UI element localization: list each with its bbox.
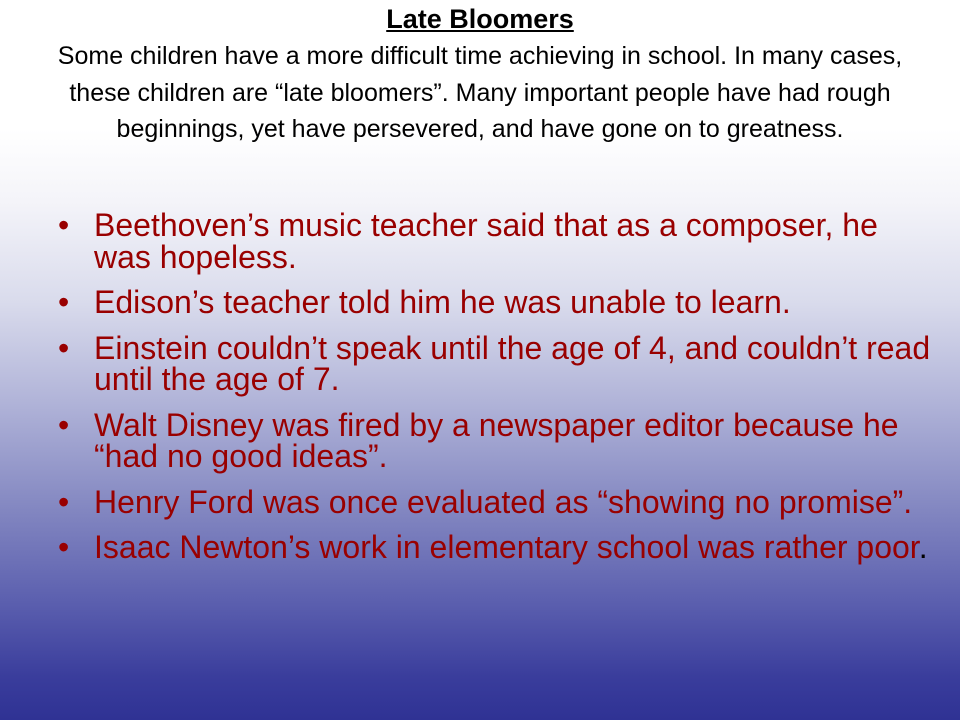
bullet-item-beethoven — [58, 207, 938, 275]
slide-title: Late Bloomers — [386, 4, 574, 34]
bullet-item-edison — [58, 284, 938, 320]
bullet-list — [58, 207, 938, 578]
bullet-text: Einstein couldn’t speak until the age of 4, and couldn’t read until the age of 7. — [94, 329, 931, 397]
bullet-dot-icon: • — [58, 529, 70, 565]
bullet-text: Beethoven’s music teacher said that as a composer, he was hopeless. — [94, 207, 878, 275]
bullet-text: Isaac Newton’s work in elementary school was rather poor — [94, 529, 919, 565]
bullet-item-disney — [58, 406, 938, 474]
slide-header — [30, 0, 930, 148]
bullet-dot-icon: • — [58, 207, 70, 243]
bullet-item-einstein — [58, 329, 938, 397]
bullet-item-newton — [58, 529, 938, 565]
bullet-dot-icon: • — [58, 284, 70, 320]
bullet-dot-icon: • — [58, 329, 70, 366]
bullet-text: Walt Disney was fired by a newspaper editor because he “had no good ideas”. — [94, 406, 899, 474]
bullet-dot-icon: • — [58, 483, 70, 520]
bullet-dot-icon: • — [58, 406, 70, 443]
trailing-period: . — [918, 529, 928, 565]
bullet-text: Edison’s teacher told him he was unable to learn. — [94, 284, 791, 320]
intro-paragraph: Some children have a more difficult time achieving in school. In many cases, these children are “late bloomers”. Many important people have had rough beginnings, yet have persevered, and have gone on to greatness. — [57, 42, 903, 143]
bullet-text: Henry Ford was once evaluated as “showing no promise”. — [94, 483, 913, 520]
bullet-item-ford — [58, 483, 938, 520]
